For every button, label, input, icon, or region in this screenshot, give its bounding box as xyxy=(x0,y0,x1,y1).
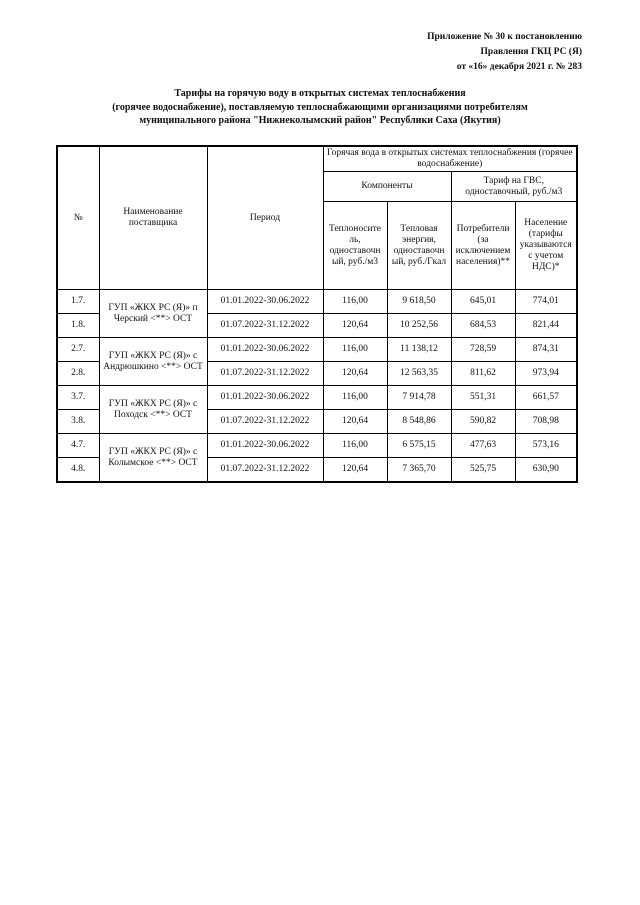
row-population: 573,16 xyxy=(515,434,577,458)
row-period: 01.01.2022-30.06.2022 xyxy=(207,386,323,410)
row-population: 661,57 xyxy=(515,386,577,410)
row-energy: 7 914,78 xyxy=(387,386,451,410)
header-period: Период xyxy=(207,146,323,290)
row-population: 973,94 xyxy=(515,362,577,386)
row-supplier: ГУП «ЖКХ РС (Я)» с Походск <**> ОСТ xyxy=(99,386,207,434)
row-energy: 7 365,70 xyxy=(387,458,451,483)
row-period: 01.01.2022-30.06.2022 xyxy=(207,434,323,458)
table-row xyxy=(57,338,577,362)
row-population: 630,90 xyxy=(515,458,577,483)
document-title xyxy=(60,87,580,128)
header-energy: Тепловая энергия, одноставочн ый, руб./Гкал xyxy=(387,202,451,290)
header-supplier: Наименование поставщика xyxy=(99,146,207,290)
row-number: 4.7. xyxy=(57,434,99,458)
row-consumers: 590,82 xyxy=(451,410,515,434)
row-period: 01.01.2022-30.06.2022 xyxy=(207,338,323,362)
appendix-line-2: Правления ГКЦ РС (Я) xyxy=(480,47,582,57)
table-row xyxy=(57,434,577,458)
appendix-line-3: от «16» декабря 2021 г. № 283 xyxy=(456,62,582,72)
row-carrier: 120,64 xyxy=(323,362,387,386)
row-consumers: 728,59 xyxy=(451,338,515,362)
row-number: 3.7. xyxy=(57,386,99,410)
row-carrier: 120,64 xyxy=(323,314,387,338)
title-line-2: (горячее водоснабжение), поставляемую теплоснабжающими организациями потребителям xyxy=(112,101,528,113)
table-row xyxy=(57,290,577,314)
row-number: 1.8. xyxy=(57,314,99,338)
row-carrier: 116,00 xyxy=(323,338,387,362)
row-population: 874,31 xyxy=(515,338,577,362)
row-consumers: 645,01 xyxy=(451,290,515,314)
header-population: Население (тарифы указываются с учетом НДС)* xyxy=(515,202,577,290)
row-carrier: 116,00 xyxy=(323,434,387,458)
row-population: 821,44 xyxy=(515,314,577,338)
row-period: 01.07.2022-31.12.2022 xyxy=(207,458,323,483)
row-number: 4.8. xyxy=(57,458,99,483)
tariff-table xyxy=(56,145,578,483)
row-consumers: 525,75 xyxy=(451,458,515,483)
row-population: 774,01 xyxy=(515,290,577,314)
appendix-note xyxy=(282,30,582,75)
header-components: Компоненты xyxy=(323,172,451,202)
row-consumers: 684,53 xyxy=(451,314,515,338)
row-number: 3.8. xyxy=(57,410,99,434)
row-period: 01.01.2022-30.06.2022 xyxy=(207,290,323,314)
row-energy: 11 138,12 xyxy=(387,338,451,362)
row-carrier: 116,00 xyxy=(323,386,387,410)
row-carrier: 120,64 xyxy=(323,410,387,434)
row-number: 2.8. xyxy=(57,362,99,386)
row-number: 1.7. xyxy=(57,290,99,314)
row-energy: 9 618,50 xyxy=(387,290,451,314)
row-consumers: 477,63 xyxy=(451,434,515,458)
row-carrier: 116,00 xyxy=(323,290,387,314)
row-period: 01.07.2022-31.12.2022 xyxy=(207,362,323,386)
row-supplier: ГУП «ЖКХ РС (Я)» с Колымское <**> ОСТ xyxy=(99,434,207,483)
title-line-1: Тарифы на горячую воду в открытых системах теплоснабжения xyxy=(174,88,466,99)
title-line-3: муниципального района "Нижнеколымский район" Республики Саха (Якутия) xyxy=(139,115,501,126)
appendix-line-1: Приложение № 30 к постановлению xyxy=(427,32,582,42)
row-period: 01.07.2022-31.12.2022 xyxy=(207,314,323,338)
header-group-hot-water: Горячая вода в открытых системах теплоснабжения (горячее водоснабжение) xyxy=(323,146,577,172)
row-number: 2.7. xyxy=(57,338,99,362)
row-population: 708,98 xyxy=(515,410,577,434)
row-energy: 8 548,86 xyxy=(387,410,451,434)
row-consumers: 811,62 xyxy=(451,362,515,386)
table-row xyxy=(57,386,577,410)
header-carrier: Теплоносите ль, одноставочн ый, руб./м3 xyxy=(323,202,387,290)
header-tariff-gvs: Тариф на ГВС, одноставочный, руб./м3 xyxy=(451,172,577,202)
header-number: № xyxy=(57,146,99,290)
header-consumers: Потребители (за исключением населения)** xyxy=(451,202,515,290)
row-energy: 12 563,35 xyxy=(387,362,451,386)
row-consumers: 551,31 xyxy=(451,386,515,410)
row-supplier: ГУП «ЖКХ РС (Я)» п Черский <**> ОСТ xyxy=(99,290,207,338)
row-carrier: 120,64 xyxy=(323,458,387,483)
row-supplier: ГУП «ЖКХ РС (Я)» с Андрюшкино <**> ОСТ xyxy=(99,338,207,386)
row-energy: 6 575,15 xyxy=(387,434,451,458)
row-period: 01.07.2022-31.12.2022 xyxy=(207,410,323,434)
row-energy: 10 252,56 xyxy=(387,314,451,338)
